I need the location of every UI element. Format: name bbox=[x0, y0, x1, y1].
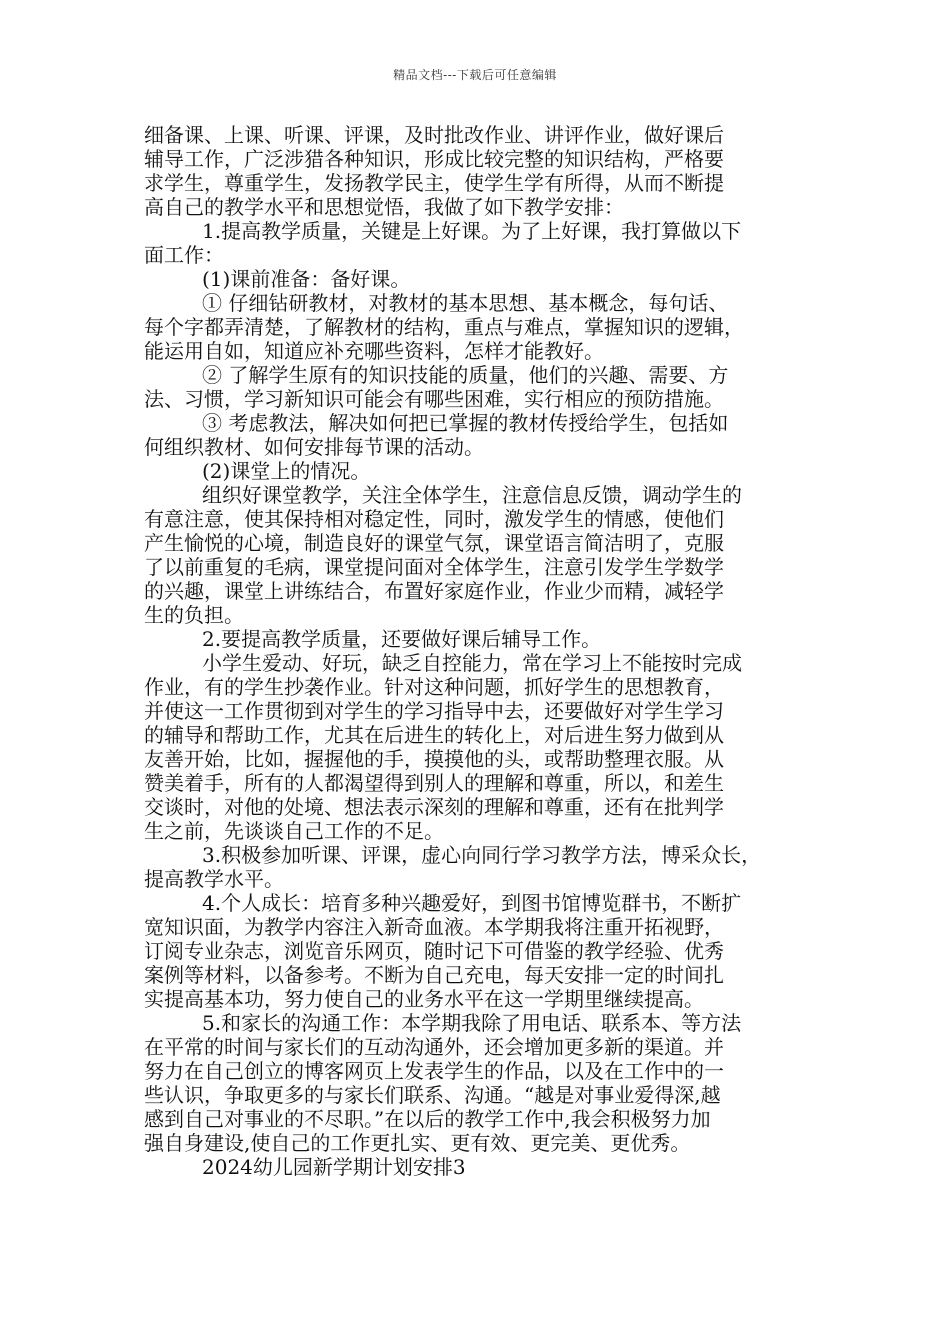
text-line: 并使这一工作贯彻到对学生的学习指导中去，还要做好对学生学习 bbox=[144, 699, 724, 723]
text-line: 的辅导和帮助工作，尤其在后进生的转化上，对后进生努力做到从 bbox=[144, 723, 724, 747]
text-line: 辅导工作，广泛涉猎各种知识，形成比较完整的知识结构，严格要 bbox=[144, 147, 724, 171]
text-line: 在平常的时间与家长们的互动沟通外，还会增加更多新的渠道。并 bbox=[144, 1035, 724, 1059]
text-line: (2)课堂上的情况。 bbox=[202, 459, 371, 483]
text-line: (1)课前准备：备好课。 bbox=[202, 267, 411, 291]
text-line: 1.提高教学质量，关键是上好课。为了上好课，我打算做以下 bbox=[202, 219, 742, 243]
text-line: 能运用自如，知道应补充哪些资料，怎样才能教好。 bbox=[144, 339, 604, 363]
document-body bbox=[144, 123, 816, 1179]
text-line: 小学生爱动、好玩，缺乏自控能力，常在学习上不能按时完成 bbox=[202, 651, 742, 675]
text-line: 交谈时，对他的处境、想法表示深刻的理解和尊重，还有在批判学 bbox=[144, 795, 724, 819]
text-line: 面工作： bbox=[144, 243, 224, 267]
text-line: ③ 考虑教法，解决如何把已掌握的教材传授给学生，包括如 bbox=[202, 411, 729, 435]
text-line: 5.和家长的沟通工作：本学期我除了用电话、联系本、等方法 bbox=[202, 1011, 742, 1035]
text-line: 每个字都弄清楚，了解教材的结构，重点与难点，掌握知识的逻辑， bbox=[144, 315, 744, 339]
text-line: 2024幼儿园新学期计划安排3 bbox=[202, 1155, 466, 1179]
text-line: 赞美着手，所有的人都渴望得到别人的理解和尊重，所以，和差生 bbox=[144, 771, 724, 795]
text-line: 订阅专业杂志，浏览音乐网页，随时记下可借鉴的教学经验、优秀 bbox=[144, 939, 724, 963]
text-line: 宽知识面，为教学内容注入新奇血液。本学期我将注重开拓视野， bbox=[144, 915, 724, 939]
text-line: 细备课、上课、听课、评课，及时批改作业、讲评作业，做好课后 bbox=[144, 123, 724, 147]
text-line: 有意注意，使其保持相对稳定性，同时，激发学生的情感，使他们 bbox=[144, 507, 724, 531]
text-line: 高自己的教学水平和思想觉悟，我做了如下教学安排： bbox=[144, 195, 624, 219]
text-line: 实提高基本功，努力使自己的业务水平在这一学期里继续提高。 bbox=[144, 987, 704, 1011]
text-line: 的兴趣，课堂上讲练结合，布置好家庭作业，作业少而精，减轻学 bbox=[144, 579, 724, 603]
text-line: 强自身建设,使自己的工作更扎实、更有效、更完美、更优秀。 bbox=[144, 1131, 691, 1155]
text-line: 2.要提高教学质量，还要做好课后辅导工作。 bbox=[202, 627, 602, 651]
text-line: 求学生，尊重学生，发扬教学民主，使学生学有所得，从而不断提 bbox=[144, 171, 724, 195]
text-line: 些认识，争取更多的与家长们联系、沟通。“越是对事业爱得深,越 bbox=[144, 1083, 721, 1107]
text-line: 友善开始，比如，握握他的手，摸摸他的头，或帮助整理衣服。从 bbox=[144, 747, 724, 771]
text-line: 努力在自己创立的博客网页上发表学生的作品，以及在工作中的一 bbox=[144, 1059, 724, 1083]
text-line: 4.个人成长：培育多种兴趣爱好，到图书馆博览群书，不断扩 bbox=[202, 891, 742, 915]
text-line: 提高教学水平。 bbox=[144, 867, 284, 891]
text-line: 组织好课堂教学，关注全体学生，注意信息反馈，调动学生的 bbox=[202, 483, 742, 507]
text-line: 生的负担。 bbox=[144, 603, 244, 627]
text-line: 了以前重复的毛病，课堂提问面对全体学生，注意引发学生学数学 bbox=[144, 555, 724, 579]
text-line: ① 仔细钻研教材，对教材的基本思想、基本概念，每句话、 bbox=[202, 291, 729, 315]
text-line: 案例等材料，以备参考。不断为自己充电，每天安排一定的时间扎 bbox=[144, 963, 724, 987]
text-line: 产生愉悦的心境，制造良好的课堂气氛，课堂语言简洁明了，克服 bbox=[144, 531, 724, 555]
text-line: 3.积极参加听课、评课，虚心向同行学习教学方法，博采众长， bbox=[202, 843, 762, 867]
text-line: 生之前，先谈谈自己工作的不足。 bbox=[144, 819, 444, 843]
text-line: 何组织教材、如何安排每节课的活动。 bbox=[144, 435, 484, 459]
text-line: 法、习惯，学习新知识可能会有哪些困难，实行相应的预防措施。 bbox=[144, 387, 724, 411]
page-header: 精品文档---下载后可任意编辑 bbox=[393, 68, 557, 82]
text-line: ② 了解学生原有的知识技能的质量，他们的兴趣、需要、方 bbox=[202, 363, 729, 387]
text-line: 感到自己对事业的不尽职。”在以后的教学工作中,我会积极努力加 bbox=[144, 1107, 711, 1131]
text-line: 作业，有的学生抄袭作业。针对这种问题，抓好学生的思想教育， bbox=[144, 675, 724, 699]
